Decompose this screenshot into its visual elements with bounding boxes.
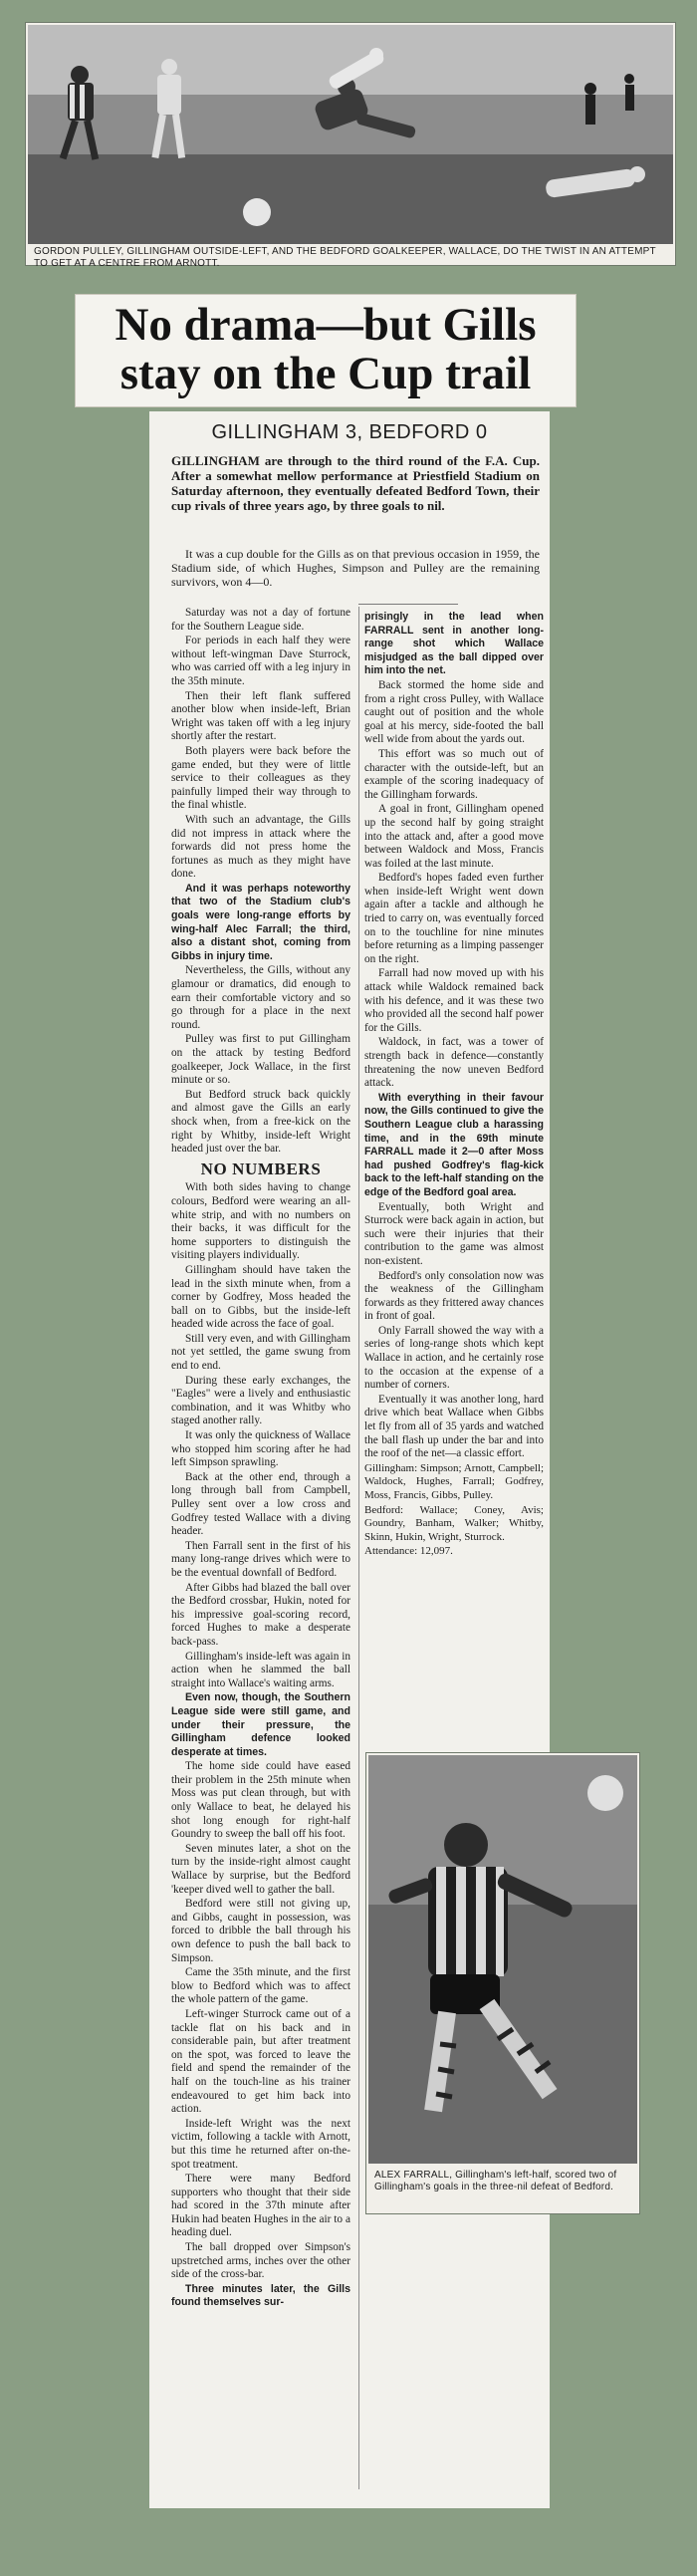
article-paragraph: Three minutes later, the Gills found themselves sur-: [171, 2282, 350, 2309]
article-paragraph: Left-winger Sturrock came out of a tackle flat on his back and in considerable pain, but after treatment on the spot, was forced to leave the field and spend the remainder of the half on the touch-line as his trainer endeavoured to get him back into action.: [171, 2007, 350, 2116]
article-paragraph: Inside-left Wright was the next victim, following a tackle with Arnott, but this time he returned after on-the-spot treatment.: [171, 2117, 350, 2171]
article-paragraph: Saturday was not a day of fortune for the Southern League side.: [171, 607, 350, 633]
article-paragraph: After Gibbs had blazed the ball over the Bedford crossbar, Hukin, noted for his impressive goal-scoring record, forced Hughes to make a desperate back-pass.: [171, 1581, 350, 1648]
article-paragraph: Gillingham's inside-left was again in action when he slammed the ball straight into Wallace's waiting arms.: [171, 1650, 350, 1689]
article-paragraph: Still very even, and with Gillingham not yet settled, the game swung from end to end.: [171, 1332, 350, 1373]
article-paragraph: Only Farrall showed the way with a series of long-range shots which kept Wallace in action, and he certainly rose to the occasion at the expense of a number of corners.: [364, 1324, 544, 1392]
article-paragraph: With such an advantage, the Gills did not impress in attack where the forwards did not press home the fortunes as much as they might have done.: [171, 813, 350, 881]
intro-rule: [358, 604, 458, 605]
article-paragraph: Bedford's hopes faded even further when inside-left Wright went down again after a tackle and although he tried to carry on, was eventually forced on to the touchline for nine minutes before returning as a limping passenger on the right.: [364, 872, 544, 965]
article-paragraph: Even now, though, the Southern League side were still game, and under their pressure, the Gillingham defence looked desperate at times.: [171, 1691, 350, 1758]
article-paragraph: Eventually, both Wright and Sturrock were back again in action, but such were their injuries that their contribution to the game was almost non-existent.: [364, 1200, 544, 1267]
article-paragraph: For periods in each half they were without left-wingman Dave Sturrock, who was carried off with a leg injury in the 35th minute.: [171, 635, 350, 687]
article-paragraph: Pulley was first to put Gillingham on the attack by testing Bedford goalkeeper, Jock Wallace, in the first minute or so.: [171, 1033, 350, 1087]
article-paragraph: Back at the other end, through a long through ball from Campbell, Pulley sent over a low cross and Godfrey tested Wallace with a diving header.: [171, 1470, 350, 1538]
right-column: [364, 611, 544, 1560]
article-paragraph: prisingly in the lead when FARRALL sent in another long-range shot which Wallace misjudged as the ball dipped over him into the net.: [364, 611, 544, 677]
article-paragraph: But Bedford struck back quickly and almost gave the Gills an early shock when, from a free-kick on the right by Whitby, inside-left Wright headed just over the bar.: [171, 1088, 350, 1156]
article-paragraph: And it was perhaps noteworthy that two of the Stadium club's goals were long-range efforts by wing-half Alec Farrall; the third, also a distant shot, coming from Gibbs in injury time.: [171, 882, 350, 962]
intro-paragraph: It was a cup double for the Gills as on that previous occasion in 1959, the Stadium side, of which Hughes, Simpson and Pulley are the remaining survivors, won 4—0.: [171, 547, 540, 589]
player-illustration: [368, 1755, 637, 2164]
team-lineup: Gillingham: Simpson; Arnott, Campbell; Waldock, Hughes, Farrall; Godfrey, Moss, Francis, Gibbs, Pulley.: [364, 1461, 544, 1501]
headline-box: [75, 294, 577, 407]
article-paragraph: Both players were back before the game ended, but they were of little service to their colleagues as they painfully limped their way through to the final whistle.: [171, 744, 350, 812]
top-photo: [25, 22, 676, 269]
article-paragraph: There were many Bedford supporters who thought that their side had scored in the 37th minute after Hukin had beaten Hughes in the air to a heading duel.: [171, 2173, 350, 2239]
action-scene-illustration: [28, 25, 673, 244]
article-paragraph: Waldock, in fact, was a tower of strength back in defence—constantly threatening the now uneven Bedford attack.: [364, 1036, 544, 1090]
article-paragraph: Then their left flank suffered another blow when inside-left, Brian Wright was taken off with a leg injury shortly after the restart.: [171, 689, 350, 743]
article-paragraph: Then Farrall sent in the first of his many long-range drives which were to be the eventual downfall of Bedford.: [171, 1539, 350, 1579]
article-paragraph: A goal in front, Gillingham opened up the second half by going straight into the attack and, after a good move between Waldock and Moss, Francis was foiled at the last minute.: [364, 803, 544, 870]
player-portrait-photo: [368, 1755, 637, 2164]
article-paragraph: Bedford were still not giving up, and Gibbs, caught in possession, was forced to dribble the ball through his own defence to push the ball back to Simpson.: [171, 1898, 350, 1964]
article-paragraph: With both sides having to change colours, Bedford were wearing an all-white strip, and with no numbers on their backs, it was difficult for the home supporters to distinguish the visiting players individually.: [171, 1181, 350, 1262]
article-paragraph: Eventually it was another long, hard drive which beat Wallace when Gibbs let fly from all of 35 yards and watched the ball flash up under the bar and into the roof of the net—a classic effort.: [364, 1393, 544, 1460]
article-paragraph: It was only the quickness of Wallace who stopped him scoring after he had left Simpson sprawling.: [171, 1429, 350, 1469]
article-intro: [171, 547, 540, 590]
section-heading: NO NUMBERS: [200, 1159, 322, 1178]
article-paragraph: Bedford's only consolation now was the weakness of the Gillingham forwards as they frittered away chances in front of goal.: [364, 1269, 544, 1323]
top-photo-caption: GORDON PULLEY, GILLINGHAM OUTSIDE-LEFT, AND THE BEDFORD GOALKEEPER, WALLACE, DO THE TWIST IN AN ATTEMPT TO GET AT A CENTRE FROM ARNOTT.: [34, 246, 656, 269]
article-lead: GILLINGHAM are through to the third round of the F.A. Cup. After a somewhat mellow performance at Priestfield Stadium on Saturday afternoon, they eventually defeated Bedford Town, their cup rivals of three years ago, by three goals to nil.: [171, 453, 540, 513]
column-divider: [358, 607, 359, 2489]
article-paragraph: Came the 35th minute, and the first blow to Bedford which was to affect the whole pattern of the game.: [171, 1966, 350, 2006]
left-column: [171, 607, 350, 2311]
article-paragraph: Back stormed the home side and from a right cross Pulley, with Wallace caught out of position and the whole goal at his mercy, side-footed the ball well wide from about the yards out.: [364, 678, 544, 746]
article-paragraph: This effort was so much out of character with the outside-left, but an example of the scoring inadequacy of the Gillingham forwards.: [364, 747, 544, 801]
article-paragraph: During these early exchanges, the "Eagles" were a lively and enthusiastic combination, and it was Whitby who staged another rally.: [171, 1374, 350, 1427]
team-lineup: Attendance: 12,097.: [364, 1545, 453, 1558]
team-lineup: Bedford: Wallace; Coney, Avis; Goundry, Banham, Walker; Whitby, Skinn, Hukin, Wright, Sturrock.: [364, 1503, 544, 1543]
football-action-photo: [28, 25, 673, 244]
bottom-photo: [365, 1752, 640, 2214]
article-paragraph: With everything in their favour now, the Gills continued to give the Southern League club a harassing time, and in the 69th minute FARRALL made it 2—0 after Moss had pushed Godfrey's flag-kick back to the left-half standing on the edge of the Bedford goal area.: [364, 1091, 544, 1198]
article-paragraph: Farrall had now moved up with his attack while Waldock remained back with his defence, and it was these two who provided all the second half power for the Gills.: [364, 967, 544, 1034]
article-paragraph: Gillingham should have taken the lead in the sixth minute when, from a corner by Godfrey, Moss headed the ball on to Gibbs, but the inside-left headed wide across the face of goal.: [171, 1263, 350, 1331]
article-paragraph: The home side could have eased their problem in the 25th minute when Moss was put clean through, but with only Wallace to beat, he delayed his shot long enough for right-half Goundry to sweep the ball off his foot.: [171, 1760, 350, 1841]
article-paragraph: Seven minutes later, a shot on the turn by the inside-right almost caught Wallace by surprise, but the Bedford 'keeper dived well to gather the ball.: [171, 1842, 350, 1896]
article-paragraph: The ball dropped over Simpson's upstretched arms, inches over the other side of the cross-bar.: [171, 2241, 350, 2281]
bottom-photo-caption: ALEX FARRALL, Gillingham's left-half, scored two of Gillingham's goals in the three-nil defeat of Bedford.: [374, 2170, 617, 2192]
headline: No drama—but Gills stay on the Cup trail: [115, 299, 537, 399]
article-paragraph: Nevertheless, the Gills, without any glamour or dramatics, did enough to earn their comfortable victory and so go through for a place in the next round.: [171, 964, 350, 1031]
score-kicker: GILLINGHAM 3, BEDFORD 0: [211, 421, 488, 443]
